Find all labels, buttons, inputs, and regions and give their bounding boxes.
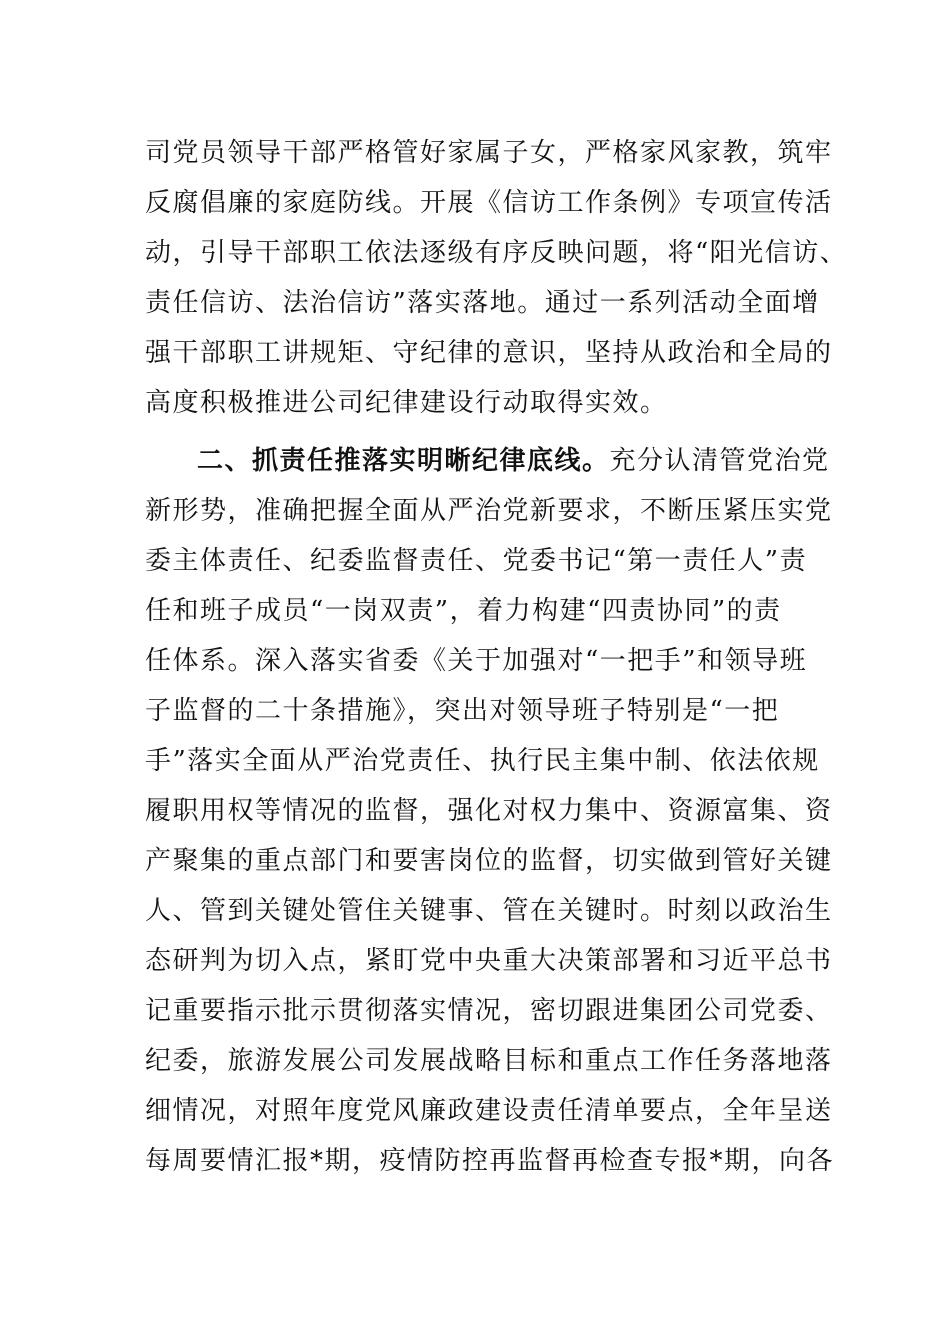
text-line: 履职用权等情况的监督，强化对权力集中、资源富集、资: [145, 796, 833, 826]
text-line: 动，引导干部职工依法逐级有序反映问题，将“阳光信访、: [145, 238, 848, 268]
text-line: 纪委，旅游发展公司发展战略目标和重点工作任务落地落: [145, 1046, 833, 1076]
text-line: 任和班子成员“一岗双责”，着力构建“四责协同”的责: [145, 596, 782, 626]
text-line: 任体系。深入落实省委《关于加强对“一把手”和领导班: [145, 646, 808, 676]
text-line: 产聚集的重点部门和要害岗位的监督，切实做到管好关键: [145, 846, 833, 876]
text-line: 高度积极推进公司纪律建设行动取得实效。: [145, 388, 668, 418]
text-line: 强干部职工讲规矩、守纪律的意识，坚持从政治和全局的: [145, 338, 833, 368]
text-line: 新形势，准确把握全面从严治党新要求，不断压紧压实党: [145, 496, 833, 526]
text-line: 手”落实全面从严治党责任、执行民主集中制、依法依规: [145, 746, 820, 776]
text-span: 充分认清管党治党: [609, 446, 830, 476]
text-line: 子监督的二十条措施》，突出对领导班子特别是“一把: [145, 696, 780, 726]
text-line: 责任信访、法治信访”落实落地。通过一系列活动全面增: [145, 288, 820, 318]
paragraph-2: [145, 436, 835, 1186]
text-line: 细情况，对照年度党风廉政建设责任清单要点，全年呈送: [145, 1096, 833, 1126]
paragraph-1: [145, 128, 848, 428]
text-line: 态研判为切入点，紧盯党中央重大决策部署和习近平总书: [145, 946, 833, 976]
text-line: 司党员领导干部严格管好家属子女，严格家风家教，筑牢: [145, 138, 833, 168]
text-line: 人、管到关键处管住关键事、管在关键时。时刻以政治生: [145, 896, 833, 926]
text-line: 记重要指示批示贯彻落实情况，密切跟进集团公司党委、: [145, 996, 833, 1026]
text-line: 委主体责任、纪委监督责任、党委书记“第一责任人”责: [145, 546, 808, 576]
section-heading: 二、抓责任推落实明晰纪律底线。: [197, 446, 610, 476]
text-line: 每周要情汇报*期，疫情防控再监督再检查专报*期，向各: [145, 1146, 835, 1176]
first-line: [145, 436, 830, 486]
text-line: 反腐倡廉的家庭防线。开展《信访工作条例》专项宣传活: [145, 188, 833, 218]
